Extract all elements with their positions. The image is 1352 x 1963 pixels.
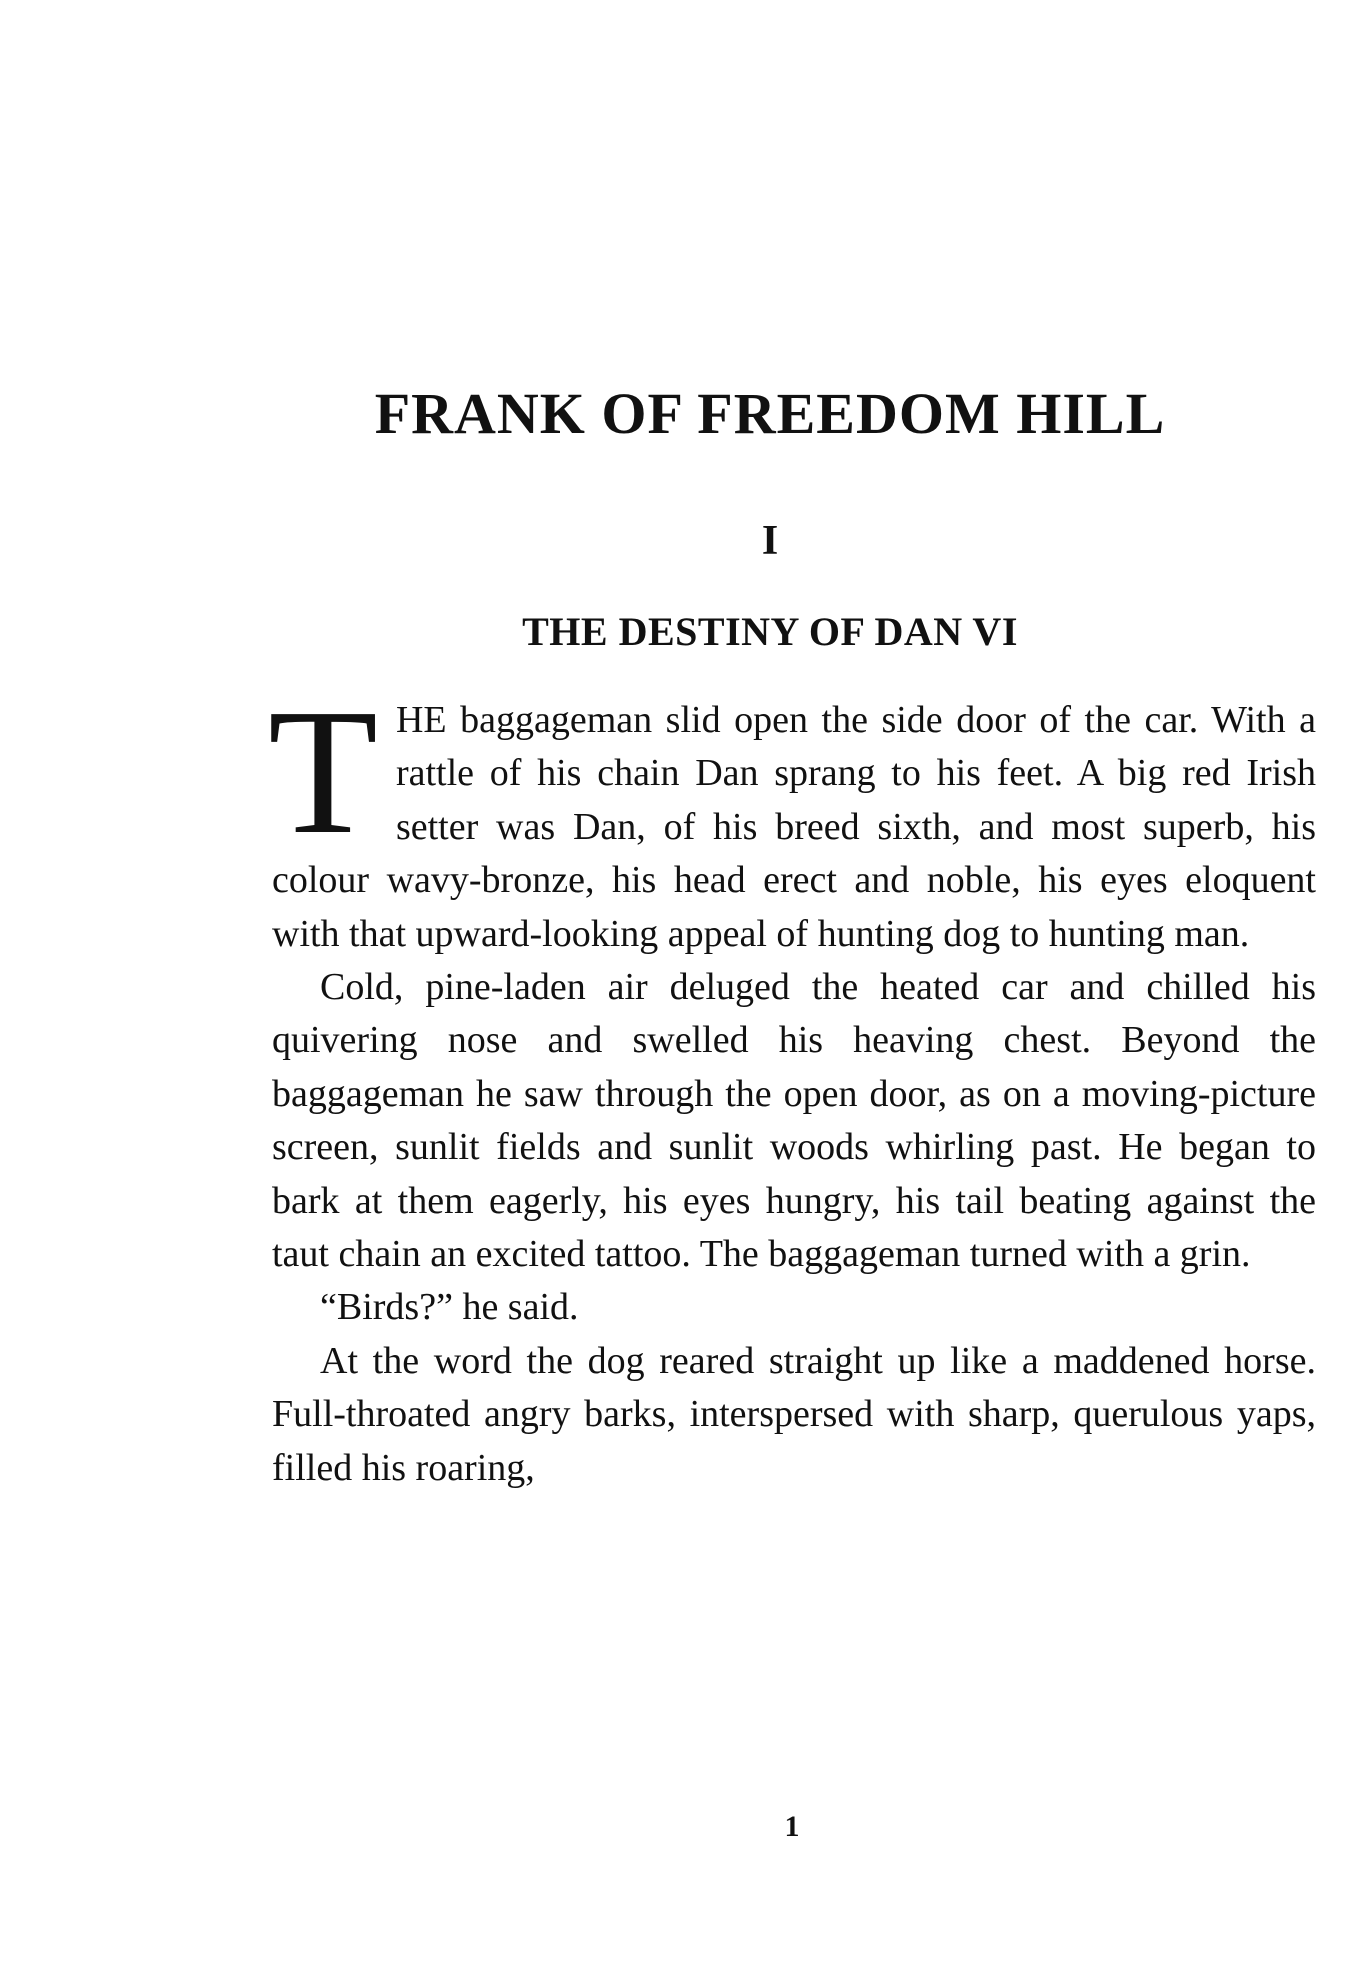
page-number: 1 bbox=[784, 1810, 800, 1843]
paragraph-2: Cold, pine-laden air deluged the heated car and chilled his quivering nose and swelled his heaving chest. Beyond the baggageman he saw through the open door, as on a moving-picture screen, sunlit fields and sunlit woods whirling past. He began to bark at them eagerly, his eyes hungry, his tail beating against the taut chain an excited tattoo. The baggageman turned with a grin. bbox=[272, 966, 1316, 1276]
drop-cap: T bbox=[268, 672, 378, 871]
chapter-number: I bbox=[761, 518, 779, 564]
paragraph-1 bbox=[268, 672, 1316, 961]
book-title: FRANK OF FREEDOM HILL bbox=[374, 381, 1166, 446]
chapter-title: THE DESTINY OF DAN VI bbox=[522, 609, 1018, 654]
paragraph-3: “Birds?” he said. bbox=[320, 1286, 579, 1329]
body-text bbox=[268, 672, 1316, 1495]
paragraph-4: At the word the dog reared straight up like a maddened horse. Full-throated angry barks, interspersed with sharp, querulous yaps, filled his roaring, bbox=[272, 1339, 1316, 1489]
paragraph-1-text: HE baggageman slid open the side door of the car. With a rattle of his chain Dan sprang to his feet. A big red Irish setter was Dan, of his breed sixth, and most superb, his colour wavy-bronze, his head erect and noble, his eyes eloquent with that upward-looking appeal of hunting dog to hunting man. bbox=[272, 699, 1316, 955]
